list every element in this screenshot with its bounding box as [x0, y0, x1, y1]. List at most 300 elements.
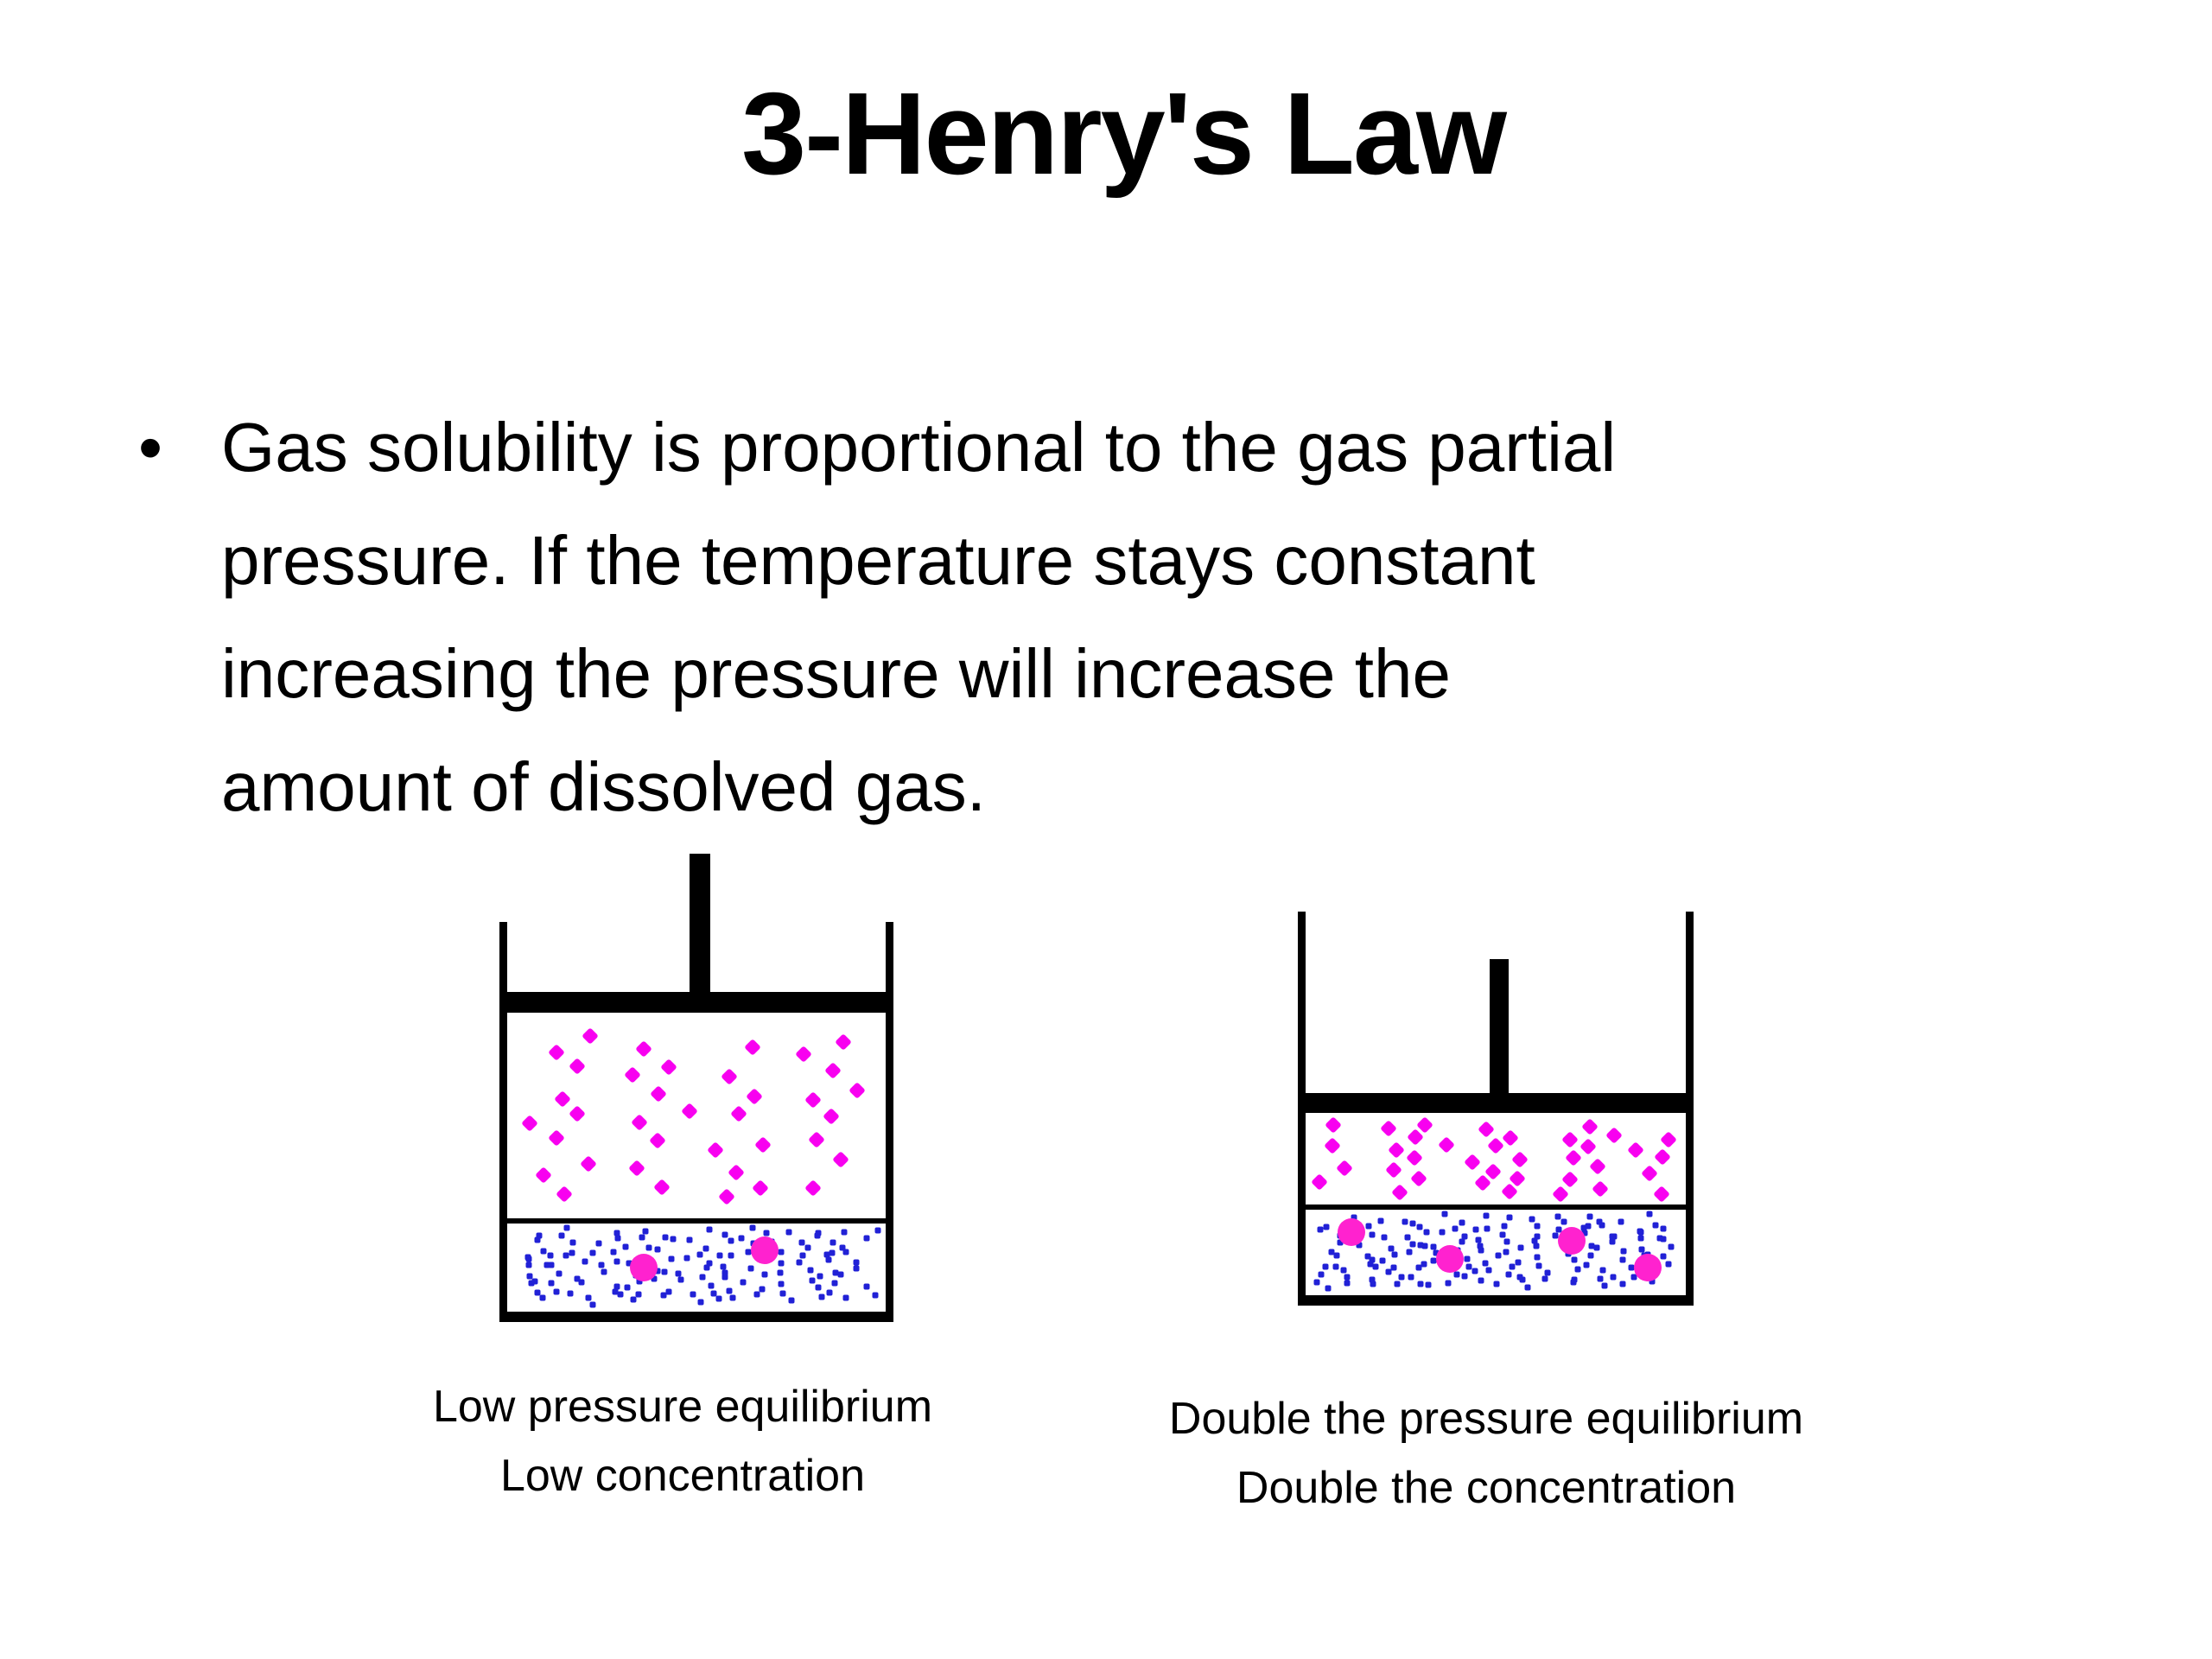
solvent-molecule [799, 1253, 805, 1259]
solvent-molecule [1318, 1226, 1324, 1232]
solvent-molecule [785, 1230, 791, 1236]
solvent-molecule [683, 1255, 690, 1262]
solvent-molecule [1366, 1224, 1372, 1230]
gas-molecule [650, 1085, 667, 1103]
gas-molecule [653, 1179, 671, 1196]
solvent-molecule [797, 1259, 803, 1265]
dissolved-gas-molecule [1338, 1218, 1365, 1246]
solvent-molecule [535, 1237, 541, 1243]
gas-region [1306, 1113, 1686, 1205]
solvent-molecule [1554, 1214, 1560, 1220]
solvent-molecule [1529, 1217, 1535, 1223]
gas-molecule [1391, 1184, 1408, 1201]
solvent-molecule [1620, 1248, 1626, 1254]
gas-molecule [728, 1164, 745, 1181]
solvent-molecule [1518, 1245, 1524, 1251]
gas-molecule [1592, 1180, 1609, 1198]
liquid-region [507, 1224, 886, 1312]
gas-molecule [1561, 1131, 1579, 1148]
solvent-molecule [864, 1235, 870, 1241]
solvent-molecule [1496, 1252, 1502, 1258]
solvent-molecule [1653, 1222, 1659, 1228]
container-left-wall [499, 922, 507, 1322]
solvent-molecule [872, 1293, 878, 1299]
bullet-text [221, 391, 1616, 843]
double-pressure-beaker-diagram [1298, 959, 1694, 1306]
solvent-molecule [559, 1233, 565, 1239]
solvent-molecule [1515, 1259, 1521, 1265]
solvent-molecule [789, 1298, 795, 1304]
solvent-molecule [1502, 1224, 1508, 1230]
dissolved-gas-molecule [1558, 1227, 1586, 1255]
solvent-molecule [1319, 1272, 1325, 1278]
solvent-molecule [611, 1249, 617, 1255]
gas-molecule [1627, 1141, 1644, 1159]
gas-molecule [707, 1141, 724, 1159]
gas-molecule [681, 1103, 698, 1120]
solvent-molecule [1583, 1262, 1589, 1268]
solvent-molecule [1388, 1245, 1394, 1251]
gas-molecule [1641, 1165, 1658, 1182]
gas-molecule [721, 1068, 738, 1085]
gas-molecule [1581, 1118, 1599, 1135]
solvent-molecule [1417, 1281, 1423, 1287]
gas-molecule [1589, 1158, 1606, 1175]
solvent-molecule [639, 1235, 645, 1241]
solvent-molecule [1462, 1273, 1468, 1279]
gas-molecule [1660, 1131, 1677, 1148]
piston-plate [1298, 1093, 1694, 1113]
gas-molecule [1487, 1137, 1504, 1154]
solvent-molecule [1545, 1270, 1551, 1276]
liquid-region [1306, 1210, 1686, 1295]
gas-molecule [849, 1082, 866, 1099]
solvent-molecule [1446, 1281, 1452, 1287]
solvent-molecule [778, 1269, 784, 1275]
gas-molecule [835, 1033, 852, 1051]
gas-molecule [548, 1044, 565, 1061]
solvent-molecule [1506, 1271, 1512, 1277]
solvent-molecule [1421, 1243, 1427, 1249]
gas-molecule [744, 1039, 761, 1057]
gas-molecule [746, 1088, 763, 1105]
solvent-molecule [677, 1276, 683, 1282]
solvent-molecule [618, 1292, 624, 1298]
solvent-molecule [540, 1294, 546, 1300]
solvent-molecule [816, 1230, 822, 1236]
solvent-molecule [1602, 1283, 1608, 1289]
gas-molecule [824, 1063, 842, 1080]
solvent-molecule [753, 1291, 760, 1297]
caption-line: Low pressure equilibrium [432, 1382, 933, 1432]
solvent-molecule [1593, 1245, 1599, 1251]
solvent-molecule [666, 1288, 672, 1294]
piston-rod [1490, 959, 1509, 1113]
solvent-molecule [1536, 1263, 1542, 1269]
solvent-molecule [696, 1251, 702, 1257]
solvent-molecule [1534, 1223, 1540, 1229]
solvent-molecule [1402, 1218, 1408, 1224]
gas-molecule [1478, 1121, 1495, 1138]
solvent-molecule [534, 1289, 540, 1295]
solvent-molecule [1379, 1257, 1385, 1263]
solvent-molecule [1452, 1225, 1459, 1231]
solvent-molecule [548, 1262, 554, 1268]
solvent-molecule [832, 1280, 838, 1286]
body-line: Gas solubility is proportional to the gas partial [221, 409, 1617, 486]
solvent-molecule [1406, 1249, 1412, 1255]
gas-molecule [1324, 1137, 1341, 1154]
solvent-molecule [1572, 1257, 1578, 1263]
solvent-molecule [699, 1274, 705, 1280]
solvent-molecule [1369, 1276, 1375, 1282]
solvent-molecule [589, 1250, 595, 1256]
gas-molecule [1312, 1173, 1329, 1191]
solvent-molecule [646, 1245, 652, 1251]
solvent-molecule [1386, 1269, 1392, 1275]
solvent-molecule [1410, 1241, 1416, 1247]
solvent-molecule [589, 1302, 595, 1308]
gas-molecule [808, 1131, 825, 1148]
dissolved-gas-molecule [751, 1236, 779, 1264]
dissolved-gas-molecule [630, 1254, 658, 1281]
solvent-molecule [671, 1236, 677, 1242]
solvent-molecule [563, 1253, 569, 1259]
slide-title: 3-Henry's Law [741, 68, 1505, 199]
solvent-molecule [686, 1236, 692, 1243]
gas-molecule [650, 1132, 667, 1149]
solvent-molecule [816, 1284, 822, 1290]
solvent-molecule [798, 1240, 804, 1246]
solvent-molecule [1471, 1268, 1478, 1274]
caption-line: Double the pressure equilibrium [1168, 1394, 1804, 1444]
solvent-molecule [643, 1228, 649, 1234]
solvent-molecule [532, 1279, 538, 1285]
gas-molecule [631, 1114, 648, 1131]
solvent-molecule [613, 1230, 620, 1236]
solvent-molecule [762, 1272, 768, 1278]
solvent-molecule [1588, 1243, 1594, 1249]
solvent-molecule [595, 1241, 601, 1247]
solvent-molecule [614, 1258, 620, 1264]
solvent-molecule [832, 1270, 838, 1276]
gas-molecule [1385, 1161, 1402, 1179]
solvent-molecule [840, 1244, 846, 1250]
caption-line: Double the concentration [1236, 1463, 1737, 1513]
solvent-molecule [805, 1244, 811, 1250]
gas-molecule [804, 1091, 822, 1109]
gas-molecule [1416, 1116, 1433, 1134]
gas-molecule [804, 1180, 822, 1198]
solvent-molecule [738, 1235, 744, 1241]
solvent-molecule [1535, 1255, 1541, 1261]
solvent-molecule [716, 1295, 722, 1301]
solvent-molecule [1391, 1264, 1397, 1270]
solvent-molecule [1478, 1243, 1484, 1249]
solvent-molecule [676, 1271, 682, 1277]
gas-molecule [1464, 1154, 1481, 1171]
solvent-molecule [1373, 1264, 1379, 1270]
piston-plate [499, 992, 893, 1013]
solvent-molecule [829, 1249, 835, 1255]
solvent-molecule [1572, 1276, 1578, 1282]
solvent-molecule [810, 1277, 816, 1283]
gas-molecule [754, 1136, 772, 1154]
solvent-molecule [1484, 1212, 1490, 1218]
solvent-molecule [613, 1284, 620, 1290]
solvent-molecule [1441, 1211, 1447, 1217]
solvent-molecule [808, 1268, 814, 1274]
solvent-molecule [874, 1228, 880, 1234]
solvent-molecule [1610, 1239, 1616, 1245]
solvent-molecule [827, 1289, 833, 1295]
body-line: amount of dissolved gas. [221, 748, 986, 825]
solvent-molecule [601, 1268, 607, 1274]
solvent-molecule [1466, 1263, 1472, 1269]
gas-molecule [753, 1179, 770, 1197]
solvent-molecule [706, 1261, 712, 1267]
solvent-molecule [759, 1287, 765, 1293]
solvent-molecule [1597, 1275, 1603, 1281]
caption-line: Low concentration [499, 1451, 866, 1501]
solvent-molecule [1391, 1251, 1397, 1257]
solvent-molecule [706, 1227, 712, 1233]
solvent-molecule [541, 1248, 547, 1254]
gas-molecule [1388, 1141, 1405, 1159]
gas-molecule [1511, 1151, 1529, 1168]
solvent-molecule [1669, 1243, 1675, 1249]
solvent-molecule [1647, 1211, 1653, 1217]
gas-molecule [1438, 1136, 1455, 1154]
bullet-paragraph [138, 391, 1616, 843]
solvent-molecule [1620, 1281, 1626, 1287]
solvent-molecule [1395, 1281, 1401, 1287]
solvent-molecule [841, 1230, 847, 1236]
solvent-molecule [527, 1273, 533, 1279]
solvent-molecule [1378, 1217, 1384, 1224]
solvent-molecule [525, 1255, 531, 1261]
gas-molecule [1325, 1116, 1342, 1134]
gas-molecule [624, 1066, 641, 1084]
solvent-molecule [563, 1225, 569, 1231]
gas-molecule [1653, 1185, 1670, 1203]
solvent-molecule [722, 1231, 728, 1237]
solvent-molecule [853, 1266, 859, 1272]
solvent-molecule [1507, 1214, 1513, 1220]
gas-region [507, 1013, 886, 1218]
gas-molecule [1380, 1120, 1397, 1137]
solvent-molecule [1472, 1226, 1478, 1232]
solvent-molecule [1586, 1213, 1592, 1219]
gas-molecule [1407, 1128, 1424, 1146]
solvent-molecule [586, 1295, 592, 1301]
solvent-molecule [690, 1292, 696, 1298]
gas-molecule [580, 1155, 597, 1173]
solvent-molecule [748, 1265, 754, 1271]
solvent-molecule [598, 1262, 604, 1268]
solvent-molecule [863, 1283, 869, 1289]
solvent-molecule [567, 1291, 573, 1297]
solvent-molecule [525, 1262, 531, 1268]
solvent-molecule [1503, 1249, 1509, 1255]
solvent-molecule [548, 1252, 554, 1258]
piston-rod [690, 854, 710, 1013]
solvent-molecule [779, 1260, 785, 1266]
solvent-molecule [1453, 1272, 1459, 1278]
solvent-molecule [1504, 1238, 1510, 1244]
solvent-molecule [1364, 1253, 1370, 1259]
solvent-molecule [710, 1291, 716, 1297]
gas-molecule [1410, 1170, 1427, 1187]
solvent-molecule [1408, 1274, 1414, 1281]
solvent-molecule [1637, 1228, 1643, 1234]
solvent-molecule [730, 1295, 736, 1301]
solvent-molecule [1398, 1274, 1404, 1281]
solvent-molecule [549, 1280, 555, 1286]
low-pressure-caption [380, 1372, 985, 1510]
low-pressure-beaker-diagram [499, 854, 893, 1322]
solvent-molecule [569, 1250, 575, 1256]
solvent-molecule [1575, 1267, 1581, 1273]
solvent-molecule [1410, 1221, 1416, 1227]
solvent-molecule [1341, 1268, 1347, 1274]
solvent-molecule [1585, 1224, 1591, 1230]
solvent-molecule [1510, 1264, 1516, 1270]
solvent-molecule [556, 1270, 562, 1276]
gas-molecule [548, 1129, 565, 1147]
solvent-molecule [779, 1281, 785, 1287]
solvent-molecule [778, 1249, 784, 1255]
gas-molecule [1503, 1129, 1520, 1147]
solvent-molecule [819, 1294, 825, 1300]
bullet-marker: • [138, 409, 163, 486]
gas-molecule [556, 1185, 573, 1203]
gas-molecule [629, 1160, 646, 1177]
gas-molecule [660, 1059, 677, 1077]
solvent-molecule [1464, 1255, 1470, 1262]
dissolved-gas-molecule [1436, 1245, 1464, 1273]
container-base [499, 1312, 893, 1322]
solvent-molecule [1484, 1226, 1490, 1232]
solvent-molecule [721, 1269, 728, 1275]
solvent-molecule [1423, 1230, 1429, 1236]
gas-molecule [535, 1166, 552, 1184]
solvent-molecule [1494, 1281, 1500, 1287]
gas-molecule [1605, 1127, 1623, 1144]
solvent-molecule [826, 1256, 832, 1262]
gas-molecule [1562, 1171, 1580, 1188]
solvent-molecule [817, 1273, 823, 1279]
double-pressure-caption [1115, 1384, 1858, 1522]
solvent-molecule [1322, 1263, 1328, 1269]
solvent-molecule [636, 1292, 642, 1298]
solvent-molecule [1596, 1218, 1602, 1224]
solvent-molecule [631, 1297, 637, 1303]
solvent-molecule [698, 1300, 704, 1306]
solvent-molecule [1588, 1253, 1594, 1259]
solvent-molecule [1440, 1229, 1446, 1235]
solvent-molecule [1382, 1234, 1388, 1240]
solvent-molecule [570, 1240, 576, 1246]
gas-molecule [1654, 1148, 1671, 1166]
solvent-molecule [720, 1263, 726, 1269]
solvent-molecule [1618, 1218, 1624, 1224]
solvent-molecule [1421, 1262, 1427, 1268]
solvent-molecule [1661, 1253, 1667, 1259]
solvent-molecule [780, 1290, 786, 1296]
solvent-molecule [1500, 1231, 1506, 1237]
solvent-molecule [1611, 1233, 1617, 1239]
solvent-molecule [668, 1255, 674, 1262]
gas-molecule [1565, 1149, 1582, 1166]
dissolved-gas-molecule [1634, 1254, 1662, 1281]
solvent-molecule [623, 1244, 629, 1250]
solvent-molecule [727, 1287, 733, 1294]
gas-molecule [1406, 1149, 1423, 1166]
solvent-molecule [740, 1280, 746, 1286]
solvent-molecule [624, 1285, 630, 1291]
solvent-molecule [655, 1247, 661, 1253]
solvent-molecule [1344, 1281, 1350, 1287]
solvent-molecule [717, 1252, 723, 1258]
solvent-molecule [1324, 1224, 1330, 1230]
gas-molecule [569, 1105, 586, 1122]
gas-molecule [569, 1058, 586, 1076]
solvent-molecule [728, 1238, 734, 1244]
gas-molecule [832, 1152, 849, 1169]
gas-molecule [582, 1028, 599, 1046]
solvent-molecule [1637, 1235, 1643, 1241]
solvent-molecule [662, 1235, 668, 1241]
solvent-molecule [1478, 1278, 1484, 1284]
solvent-molecule [1462, 1234, 1468, 1240]
container-base [1298, 1295, 1694, 1306]
body-line: pressure. If the temperature stays constant [221, 522, 1535, 599]
solvent-molecule [1611, 1274, 1617, 1280]
solvent-molecule [1486, 1268, 1492, 1274]
gas-molecule [1580, 1138, 1597, 1155]
solvent-molecule [582, 1259, 588, 1265]
solvent-molecule [728, 1252, 734, 1258]
solvent-molecule [1459, 1220, 1465, 1226]
solvent-molecule [1482, 1260, 1488, 1266]
gas-molecule [521, 1115, 538, 1132]
solvent-molecule [843, 1294, 849, 1300]
solvent-molecule [703, 1246, 709, 1252]
gas-molecule [795, 1046, 812, 1063]
solvent-molecule [1431, 1244, 1437, 1250]
solvent-molecule [1531, 1237, 1537, 1243]
gas-molecule [635, 1040, 652, 1058]
solvent-molecule [1325, 1286, 1332, 1292]
solvent-molecule [1405, 1235, 1411, 1241]
solvent-molecule [1416, 1224, 1422, 1230]
gas-molecule [718, 1188, 735, 1205]
gas-molecule [730, 1105, 747, 1122]
solvent-molecule [1561, 1218, 1567, 1224]
gas-molecule [555, 1090, 572, 1108]
solvent-molecule [750, 1225, 756, 1231]
solvent-molecule [1517, 1274, 1523, 1280]
solvent-molecule [709, 1283, 715, 1289]
solvent-molecule [1370, 1231, 1376, 1237]
solvent-molecule [662, 1268, 668, 1274]
solvent-molecule [574, 1276, 580, 1282]
solvent-molecule [1620, 1256, 1626, 1262]
solvent-molecule [1524, 1285, 1530, 1291]
solvent-molecule [853, 1260, 859, 1266]
solvent-molecule [837, 1272, 843, 1278]
